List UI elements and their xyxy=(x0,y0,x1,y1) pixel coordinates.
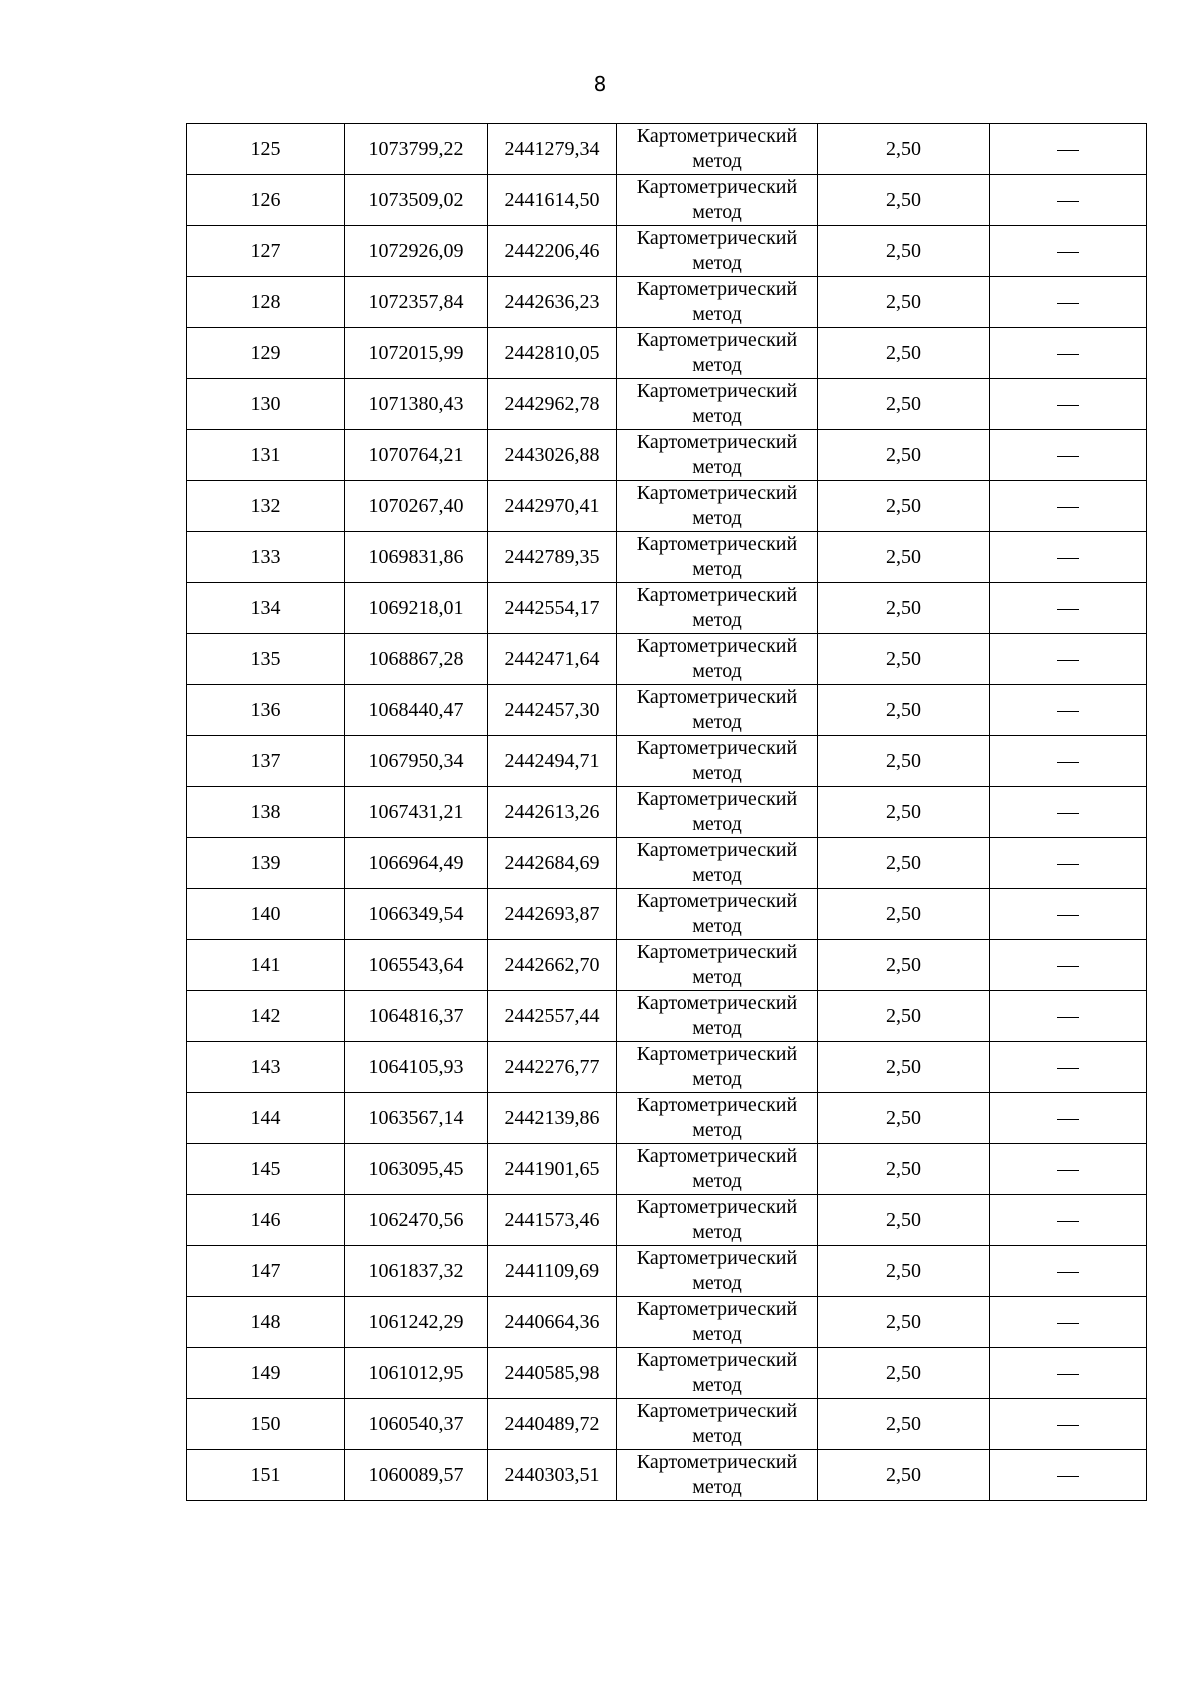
table-row xyxy=(187,634,1147,685)
point-number-cell: 137 xyxy=(187,736,345,787)
method-cell xyxy=(617,1093,818,1144)
method-line-2: метод xyxy=(692,150,742,172)
note-cell xyxy=(990,277,1147,328)
point-number-cell: 145 xyxy=(187,1144,345,1195)
note-cell xyxy=(990,430,1147,481)
table-row xyxy=(187,583,1147,634)
y-coordinate-cell: 2442139,86 xyxy=(488,1093,617,1144)
y-coordinate-cell: 2442693,87 xyxy=(488,889,617,940)
y-coordinate-cell: 2442457,30 xyxy=(488,685,617,736)
accuracy-cell: 2,50 xyxy=(818,1399,990,1450)
method-line-1: Картометрический xyxy=(636,380,798,402)
note-cell xyxy=(990,175,1147,226)
method-cell xyxy=(617,328,818,379)
note-cell xyxy=(990,328,1147,379)
accuracy-cell: 2,50 xyxy=(818,226,990,277)
table-row xyxy=(187,328,1147,379)
table-row xyxy=(187,787,1147,838)
dash-mark xyxy=(1057,303,1079,304)
note-cell xyxy=(990,226,1147,277)
point-number-cell: 127 xyxy=(187,226,345,277)
method-line-2: метод xyxy=(692,864,742,886)
x-coordinate-cell: 1064816,37 xyxy=(345,991,488,1042)
note-cell xyxy=(990,685,1147,736)
point-number-cell: 143 xyxy=(187,1042,345,1093)
table-row xyxy=(187,430,1147,481)
x-coordinate-cell: 1072015,99 xyxy=(345,328,488,379)
note-cell xyxy=(990,736,1147,787)
table-row xyxy=(187,277,1147,328)
y-coordinate-cell: 2441109,69 xyxy=(488,1246,617,1297)
method-cell xyxy=(617,787,818,838)
y-coordinate-cell: 2440489,72 xyxy=(488,1399,617,1450)
x-coordinate-cell: 1067950,34 xyxy=(345,736,488,787)
y-coordinate-cell: 2442970,41 xyxy=(488,481,617,532)
method-line-2: метод xyxy=(692,1323,742,1345)
method-cell xyxy=(617,175,818,226)
dash-mark xyxy=(1057,252,1079,253)
x-coordinate-cell: 1073799,22 xyxy=(345,124,488,175)
method-line-2: метод xyxy=(692,1170,742,1192)
method-cell xyxy=(617,634,818,685)
x-coordinate-cell: 1073509,02 xyxy=(345,175,488,226)
point-number-cell: 135 xyxy=(187,634,345,685)
method-cell xyxy=(617,532,818,583)
x-coordinate-cell: 1072926,09 xyxy=(345,226,488,277)
accuracy-cell: 2,50 xyxy=(818,940,990,991)
method-cell xyxy=(617,379,818,430)
x-coordinate-cell: 1060089,57 xyxy=(345,1450,488,1501)
method-line-1: Картометрический xyxy=(636,788,798,810)
y-coordinate-cell: 2442684,69 xyxy=(488,838,617,889)
y-coordinate-cell: 2441573,46 xyxy=(488,1195,617,1246)
table-row xyxy=(187,838,1147,889)
method-line-2: метод xyxy=(692,966,742,988)
point-number-cell: 134 xyxy=(187,583,345,634)
table-row xyxy=(187,1450,1147,1501)
accuracy-cell: 2,50 xyxy=(818,175,990,226)
coordinates-table xyxy=(186,123,1147,1501)
dash-mark xyxy=(1057,1425,1079,1426)
x-coordinate-cell: 1063095,45 xyxy=(345,1144,488,1195)
y-coordinate-cell: 2440664,36 xyxy=(488,1297,617,1348)
point-number-cell: 149 xyxy=(187,1348,345,1399)
dash-mark xyxy=(1057,711,1079,712)
method-cell xyxy=(617,481,818,532)
y-coordinate-cell: 2442471,64 xyxy=(488,634,617,685)
note-cell xyxy=(990,889,1147,940)
method-line-1: Картометрический xyxy=(636,890,798,912)
method-line-2: метод xyxy=(692,762,742,784)
method-line-2: метод xyxy=(692,1476,742,1498)
x-coordinate-cell: 1060540,37 xyxy=(345,1399,488,1450)
method-line-2: метод xyxy=(692,1017,742,1039)
table-row xyxy=(187,1348,1147,1399)
method-cell xyxy=(617,583,818,634)
x-coordinate-cell: 1062470,56 xyxy=(345,1195,488,1246)
method-cell xyxy=(617,1399,818,1450)
dash-mark xyxy=(1057,966,1079,967)
table-row xyxy=(187,1195,1147,1246)
note-cell xyxy=(990,1297,1147,1348)
dash-mark xyxy=(1057,1374,1079,1375)
method-cell xyxy=(617,1195,818,1246)
method-line-1: Картометрический xyxy=(636,1451,798,1473)
note-cell xyxy=(990,379,1147,430)
x-coordinate-cell: 1063567,14 xyxy=(345,1093,488,1144)
y-coordinate-cell: 2441279,34 xyxy=(488,124,617,175)
dash-mark xyxy=(1057,558,1079,559)
method-line-1: Картометрический xyxy=(636,1349,798,1371)
accuracy-cell: 2,50 xyxy=(818,838,990,889)
point-number-cell: 138 xyxy=(187,787,345,838)
point-number-cell: 139 xyxy=(187,838,345,889)
method-cell xyxy=(617,1144,818,1195)
x-coordinate-cell: 1070764,21 xyxy=(345,430,488,481)
method-line-1: Картометрический xyxy=(636,1196,798,1218)
method-line-1: Картометрический xyxy=(636,482,798,504)
point-number-cell: 129 xyxy=(187,328,345,379)
point-number-cell: 140 xyxy=(187,889,345,940)
dash-mark xyxy=(1057,660,1079,661)
table-row xyxy=(187,736,1147,787)
method-cell xyxy=(617,940,818,991)
x-coordinate-cell: 1068440,47 xyxy=(345,685,488,736)
method-cell xyxy=(617,685,818,736)
table-row xyxy=(187,991,1147,1042)
method-line-1: Картометрический xyxy=(636,839,798,861)
point-number-cell: 142 xyxy=(187,991,345,1042)
y-coordinate-cell: 2441901,65 xyxy=(488,1144,617,1195)
accuracy-cell: 2,50 xyxy=(818,430,990,481)
method-line-1: Картометрический xyxy=(636,737,798,759)
note-cell xyxy=(990,1195,1147,1246)
y-coordinate-cell: 2442613,26 xyxy=(488,787,617,838)
note-cell xyxy=(990,583,1147,634)
method-cell xyxy=(617,1042,818,1093)
point-number-cell: 141 xyxy=(187,940,345,991)
accuracy-cell: 2,50 xyxy=(818,1042,990,1093)
x-coordinate-cell: 1067431,21 xyxy=(345,787,488,838)
method-line-2: метод xyxy=(692,609,742,631)
accuracy-cell: 2,50 xyxy=(818,1450,990,1501)
method-cell xyxy=(617,1450,818,1501)
point-number-cell: 146 xyxy=(187,1195,345,1246)
dash-mark xyxy=(1057,915,1079,916)
point-number-cell: 133 xyxy=(187,532,345,583)
table-row xyxy=(187,1399,1147,1450)
dash-mark xyxy=(1057,1170,1079,1171)
method-line-1: Картометрический xyxy=(636,635,798,657)
accuracy-cell: 2,50 xyxy=(818,1144,990,1195)
point-number-cell: 132 xyxy=(187,481,345,532)
method-line-2: метод xyxy=(692,1425,742,1447)
table-row xyxy=(187,532,1147,583)
dash-mark xyxy=(1057,1221,1079,1222)
table-row xyxy=(187,1144,1147,1195)
point-number-cell: 150 xyxy=(187,1399,345,1450)
dash-mark xyxy=(1057,150,1079,151)
method-line-1: Картометрический xyxy=(636,1145,798,1167)
method-line-2: метод xyxy=(692,201,742,223)
method-line-1: Картометрический xyxy=(636,533,798,555)
table-row xyxy=(187,685,1147,736)
table-row xyxy=(187,1246,1147,1297)
note-cell xyxy=(990,124,1147,175)
method-line-2: метод xyxy=(692,915,742,937)
note-cell xyxy=(990,481,1147,532)
dash-mark xyxy=(1057,507,1079,508)
accuracy-cell: 2,50 xyxy=(818,685,990,736)
accuracy-cell: 2,50 xyxy=(818,787,990,838)
method-line-1: Картометрический xyxy=(636,686,798,708)
method-cell xyxy=(617,1348,818,1399)
y-coordinate-cell: 2440303,51 xyxy=(488,1450,617,1501)
dash-mark xyxy=(1057,1476,1079,1477)
method-cell xyxy=(617,430,818,481)
method-line-2: метод xyxy=(692,1374,742,1396)
point-number-cell: 128 xyxy=(187,277,345,328)
method-line-1: Картометрический xyxy=(636,992,798,1014)
method-line-2: метод xyxy=(692,1068,742,1090)
y-coordinate-cell: 2442662,70 xyxy=(488,940,617,991)
point-number-cell: 147 xyxy=(187,1246,345,1297)
x-coordinate-cell: 1070267,40 xyxy=(345,481,488,532)
accuracy-cell: 2,50 xyxy=(818,583,990,634)
method-line-1: Картометрический xyxy=(636,176,798,198)
dash-mark xyxy=(1057,762,1079,763)
accuracy-cell: 2,50 xyxy=(818,1297,990,1348)
method-line-1: Картометрический xyxy=(636,329,798,351)
method-line-1: Картометрический xyxy=(636,941,798,963)
accuracy-cell: 2,50 xyxy=(818,889,990,940)
point-number-cell: 125 xyxy=(187,124,345,175)
y-coordinate-cell: 2441614,50 xyxy=(488,175,617,226)
method-line-2: метод xyxy=(692,1272,742,1294)
x-coordinate-cell: 1066349,54 xyxy=(345,889,488,940)
table-row xyxy=(187,175,1147,226)
note-cell xyxy=(990,940,1147,991)
accuracy-cell: 2,50 xyxy=(818,481,990,532)
method-line-2: метод xyxy=(692,456,742,478)
method-cell xyxy=(617,277,818,328)
point-number-cell: 126 xyxy=(187,175,345,226)
note-cell xyxy=(990,991,1147,1042)
table-row xyxy=(187,379,1147,430)
table-row xyxy=(187,124,1147,175)
note-cell xyxy=(990,532,1147,583)
y-coordinate-cell: 2440585,98 xyxy=(488,1348,617,1399)
x-coordinate-cell: 1065543,64 xyxy=(345,940,488,991)
point-number-cell: 136 xyxy=(187,685,345,736)
note-cell xyxy=(990,838,1147,889)
method-cell xyxy=(617,889,818,940)
method-line-1: Картометрический xyxy=(636,125,798,147)
accuracy-cell: 2,50 xyxy=(818,379,990,430)
table-body xyxy=(187,124,1147,1501)
dash-mark xyxy=(1057,1068,1079,1069)
x-coordinate-cell: 1071380,43 xyxy=(345,379,488,430)
table-row xyxy=(187,1297,1147,1348)
method-line-2: метод xyxy=(692,507,742,529)
table-row xyxy=(187,1093,1147,1144)
page-number: 8 xyxy=(593,72,607,96)
method-cell xyxy=(617,226,818,277)
method-line-2: метод xyxy=(692,1119,742,1141)
x-coordinate-cell: 1061012,95 xyxy=(345,1348,488,1399)
x-coordinate-cell: 1068867,28 xyxy=(345,634,488,685)
y-coordinate-cell: 2442962,78 xyxy=(488,379,617,430)
y-coordinate-cell: 2442636,23 xyxy=(488,277,617,328)
method-cell xyxy=(617,124,818,175)
method-line-2: метод xyxy=(692,558,742,580)
y-coordinate-cell: 2442557,44 xyxy=(488,991,617,1042)
method-line-2: метод xyxy=(692,711,742,733)
method-line-1: Картометрический xyxy=(636,584,798,606)
method-line-2: метод xyxy=(692,303,742,325)
y-coordinate-cell: 2442494,71 xyxy=(488,736,617,787)
method-line-1: Картометрический xyxy=(636,1094,798,1116)
method-line-2: метод xyxy=(692,405,742,427)
method-line-1: Картометрический xyxy=(636,1400,798,1422)
x-coordinate-cell: 1061837,32 xyxy=(345,1246,488,1297)
note-cell xyxy=(990,1042,1147,1093)
dash-mark xyxy=(1057,813,1079,814)
table-row xyxy=(187,1042,1147,1093)
note-cell xyxy=(990,1450,1147,1501)
y-coordinate-cell: 2443026,88 xyxy=(488,430,617,481)
note-cell xyxy=(990,1348,1147,1399)
dash-mark xyxy=(1057,405,1079,406)
table-row xyxy=(187,940,1147,991)
method-cell xyxy=(617,1246,818,1297)
accuracy-cell: 2,50 xyxy=(818,1348,990,1399)
method-cell xyxy=(617,736,818,787)
table-row xyxy=(187,889,1147,940)
method-line-1: Картометрический xyxy=(636,227,798,249)
dash-mark xyxy=(1057,1272,1079,1273)
point-number-cell: 130 xyxy=(187,379,345,430)
table-row xyxy=(187,481,1147,532)
method-line-1: Картометрический xyxy=(636,1043,798,1065)
dash-mark xyxy=(1057,1017,1079,1018)
method-line-2: метод xyxy=(692,813,742,835)
dash-mark xyxy=(1057,1119,1079,1120)
note-cell xyxy=(990,1246,1147,1297)
method-line-1: Картометрический xyxy=(636,1298,798,1320)
dash-mark xyxy=(1057,201,1079,202)
accuracy-cell: 2,50 xyxy=(818,124,990,175)
y-coordinate-cell: 2442206,46 xyxy=(488,226,617,277)
method-line-2: метод xyxy=(692,252,742,274)
y-coordinate-cell: 2442810,05 xyxy=(488,328,617,379)
y-coordinate-cell: 2442789,35 xyxy=(488,532,617,583)
method-line-2: метод xyxy=(692,354,742,376)
x-coordinate-cell: 1072357,84 xyxy=(345,277,488,328)
accuracy-cell: 2,50 xyxy=(818,532,990,583)
accuracy-cell: 2,50 xyxy=(818,634,990,685)
method-cell xyxy=(617,1297,818,1348)
dash-mark xyxy=(1057,609,1079,610)
dash-mark xyxy=(1057,1323,1079,1324)
method-line-1: Картометрический xyxy=(636,431,798,453)
note-cell xyxy=(990,1399,1147,1450)
point-number-cell: 148 xyxy=(187,1297,345,1348)
x-coordinate-cell: 1066964,49 xyxy=(345,838,488,889)
method-cell xyxy=(617,838,818,889)
dash-mark xyxy=(1057,864,1079,865)
dash-mark xyxy=(1057,354,1079,355)
point-number-cell: 131 xyxy=(187,430,345,481)
accuracy-cell: 2,50 xyxy=(818,736,990,787)
x-coordinate-cell: 1064105,93 xyxy=(345,1042,488,1093)
y-coordinate-cell: 2442554,17 xyxy=(488,583,617,634)
accuracy-cell: 2,50 xyxy=(818,1195,990,1246)
accuracy-cell: 2,50 xyxy=(818,277,990,328)
point-number-cell: 144 xyxy=(187,1093,345,1144)
accuracy-cell: 2,50 xyxy=(818,1093,990,1144)
note-cell xyxy=(990,1093,1147,1144)
table-row xyxy=(187,226,1147,277)
method-cell xyxy=(617,991,818,1042)
point-number-cell: 151 xyxy=(187,1450,345,1501)
x-coordinate-cell: 1069218,01 xyxy=(345,583,488,634)
method-line-1: Картометрический xyxy=(636,278,798,300)
method-line-2: метод xyxy=(692,1221,742,1243)
method-line-1: Картометрический xyxy=(636,1247,798,1269)
x-coordinate-cell: 1061242,29 xyxy=(345,1297,488,1348)
accuracy-cell: 2,50 xyxy=(818,328,990,379)
accuracy-cell: 2,50 xyxy=(818,1246,990,1297)
x-coordinate-cell: 1069831,86 xyxy=(345,532,488,583)
note-cell xyxy=(990,787,1147,838)
dash-mark xyxy=(1057,456,1079,457)
note-cell xyxy=(990,1144,1147,1195)
y-coordinate-cell: 2442276,77 xyxy=(488,1042,617,1093)
accuracy-cell: 2,50 xyxy=(818,991,990,1042)
method-line-2: метод xyxy=(692,660,742,682)
note-cell xyxy=(990,634,1147,685)
